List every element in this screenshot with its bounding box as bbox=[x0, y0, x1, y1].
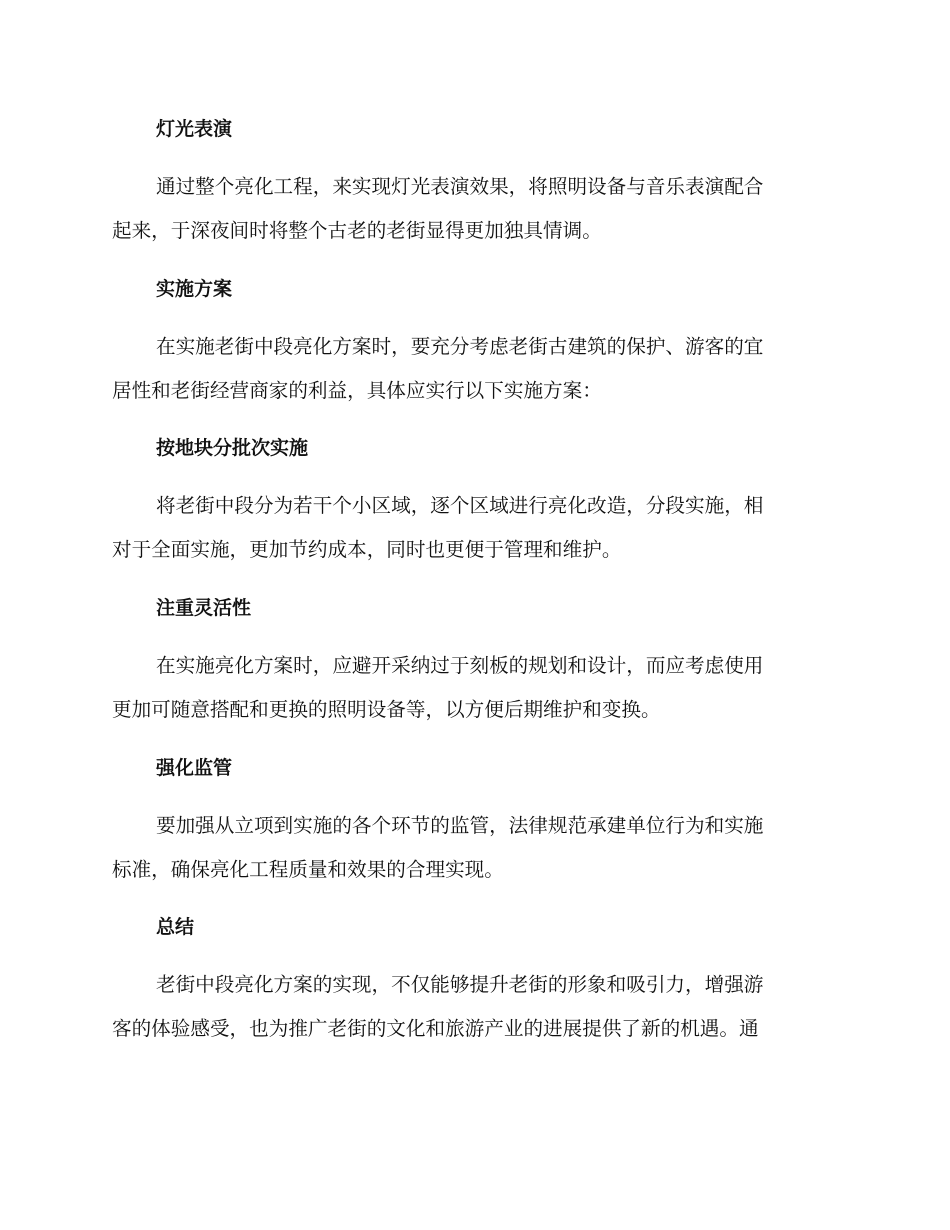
paragraph-line: 将老街中段分为若干个小区域，逐个区域进行亮化改造，分段实施，相 bbox=[156, 494, 764, 517]
paragraph-line: 更加可随意搭配和更换的照明设备等，以方便后期维护和变换。 bbox=[112, 698, 661, 721]
paragraph-line: 居性和老街经营商家的利益，具体应实行以下实施方案： bbox=[112, 379, 602, 402]
section-heading-flexibility: 注重灵活性 bbox=[156, 597, 252, 619]
section-heading-supervision: 强化监管 bbox=[156, 757, 233, 779]
paragraph-line: 对于全面实施，更加节约成本，同时也更便于管理和维护。 bbox=[112, 538, 622, 561]
paragraph-line: 在实施老街中段亮化方案时，要充分考虑老街古建筑的保护、游客的宜 bbox=[156, 335, 764, 358]
paragraph-line: 要加强从立项到实施的各个环节的监管，法律规范承建单位行为和实施 bbox=[156, 814, 764, 837]
section-body-implementation-plan bbox=[112, 325, 830, 413]
paragraph-line: 通过整个亮化工程，来实现灯光表演效果，将照明设备与音乐表演配合 bbox=[156, 175, 764, 198]
section-body-summary bbox=[112, 963, 830, 1051]
paragraph-line: 起来，于深夜间时将整个古老的老街显得更加独具情调。 bbox=[112, 219, 602, 242]
section-body-lighting-show bbox=[112, 165, 830, 253]
section-body-flexibility bbox=[112, 644, 830, 732]
paragraph-line: 在实施亮化方案时，应避开采纳过于刻板的规划和设计，而应考虑使用 bbox=[156, 654, 764, 677]
section-body-phased-implementation bbox=[112, 484, 830, 572]
paragraph-line: 老街中段亮化方案的实现，不仅能够提升老街的形象和吸引力，增强游 bbox=[156, 973, 764, 996]
section-heading-implementation-plan: 实施方案 bbox=[156, 278, 233, 300]
section-body-supervision bbox=[112, 804, 830, 892]
section-heading-phased-implementation: 按地块分批次实施 bbox=[156, 437, 309, 459]
section-heading-lighting-show: 灯光表演 bbox=[156, 118, 233, 140]
paragraph-line: 标准，确保亮化工程质量和效果的合理实现。 bbox=[112, 858, 504, 881]
paragraph-line: 客的体验感受，也为推广老街的文化和旅游产业的进展提供了新的机遇。通 bbox=[112, 1017, 759, 1040]
section-heading-summary: 总结 bbox=[156, 916, 195, 938]
